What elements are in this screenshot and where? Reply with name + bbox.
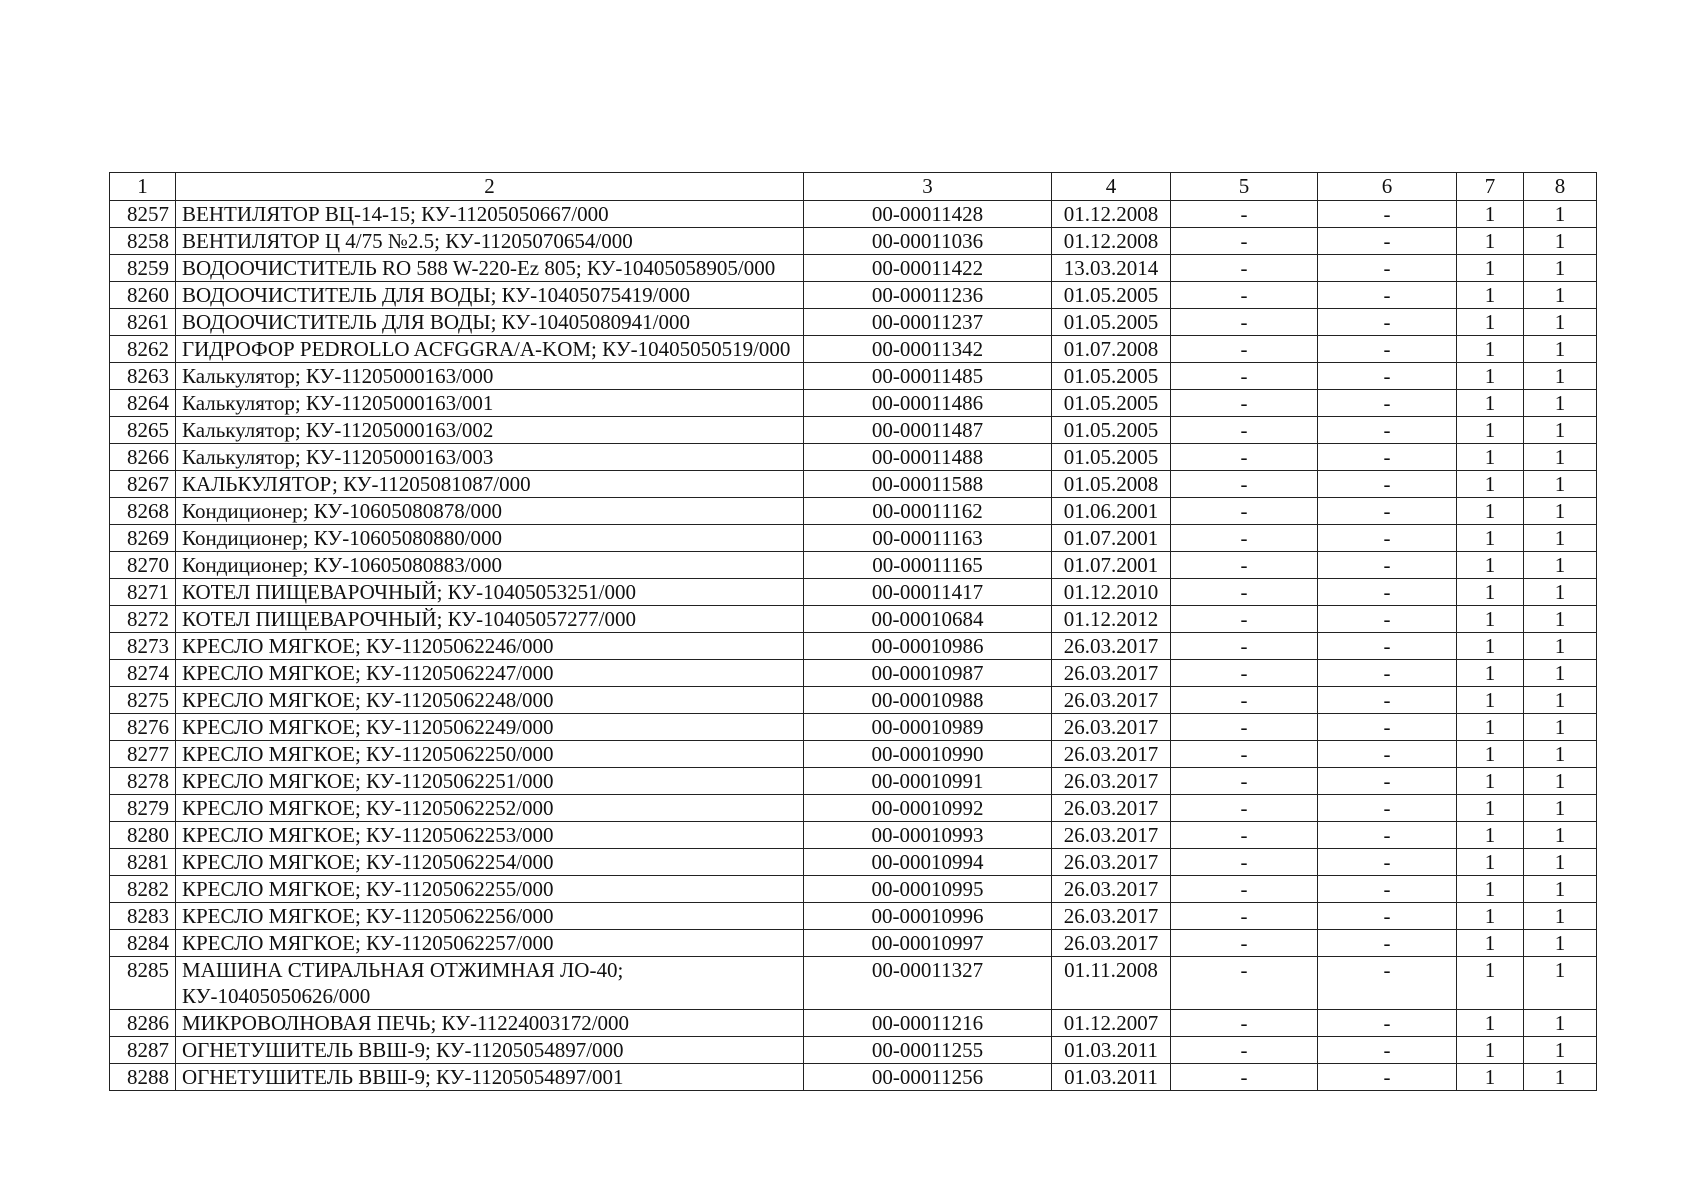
item-name: МАШИНА СТИРАЛЬНАЯ ОТЖИМНАЯ ЛО-40; КУ-10405050626/000 (176, 957, 804, 1010)
date-cell: 01.05.2005 (1052, 282, 1171, 309)
table-row (110, 498, 1597, 525)
item-name: КАЛЬКУЛЯТОР; КУ-11205081087/000 (176, 471, 804, 498)
table-row (110, 417, 1597, 444)
row-number: 8266 (110, 444, 176, 471)
row-number: 8270 (110, 552, 176, 579)
date-cell: 26.03.2017 (1052, 795, 1171, 822)
col5-cell: - (1171, 849, 1318, 876)
date-cell: 26.03.2017 (1052, 714, 1171, 741)
item-name: КРЕСЛО МЯГКОЕ; КУ-11205062246/000 (176, 633, 804, 660)
col6-cell: - (1318, 282, 1457, 309)
item-name: Калькулятор; КУ-11205000163/003 (176, 444, 804, 471)
col7-cell: 1 (1457, 876, 1524, 903)
row-number: 8263 (110, 363, 176, 390)
inventory-table (109, 172, 1597, 1091)
col5-cell: - (1171, 633, 1318, 660)
inventory-code: 00-00010995 (804, 876, 1052, 903)
row-number: 8277 (110, 741, 176, 768)
row-number: 8278 (110, 768, 176, 795)
inventory-code: 00-00011236 (804, 282, 1052, 309)
row-number: 8283 (110, 903, 176, 930)
date-cell: 01.07.2001 (1052, 525, 1171, 552)
item-name: КРЕСЛО МЯГКОЕ; КУ-11205062248/000 (176, 687, 804, 714)
inventory-code: 00-00010997 (804, 930, 1052, 957)
col5-cell: - (1171, 822, 1318, 849)
col7-cell: 1 (1457, 336, 1524, 363)
inventory-code: 00-00011422 (804, 255, 1052, 282)
col8-cell: 1 (1524, 795, 1597, 822)
header-cell: 5 (1171, 173, 1318, 201)
col8-cell: 1 (1524, 282, 1597, 309)
col6-cell: - (1318, 768, 1457, 795)
item-name: КРЕСЛО МЯГКОЕ; КУ-11205062249/000 (176, 714, 804, 741)
col6-cell: - (1318, 255, 1457, 282)
table-row (110, 336, 1597, 363)
date-cell: 01.12.2008 (1052, 201, 1171, 228)
row-number: 8261 (110, 309, 176, 336)
row-number: 8288 (110, 1064, 176, 1091)
col6-cell: - (1318, 552, 1457, 579)
col8-cell: 1 (1524, 498, 1597, 525)
col5-cell: - (1171, 876, 1318, 903)
item-name: Калькулятор; КУ-11205000163/002 (176, 417, 804, 444)
item-name: Кондиционер; КУ-10605080883/000 (176, 552, 804, 579)
header-cell: 4 (1052, 173, 1171, 201)
col6-cell: - (1318, 714, 1457, 741)
date-cell: 26.03.2017 (1052, 660, 1171, 687)
table-row (110, 1037, 1597, 1064)
date-cell: 26.03.2017 (1052, 876, 1171, 903)
col8-cell: 1 (1524, 336, 1597, 363)
row-number: 8285 (110, 957, 176, 1010)
row-number: 8268 (110, 498, 176, 525)
date-cell: 26.03.2017 (1052, 903, 1171, 930)
col8-cell: 1 (1524, 444, 1597, 471)
item-name: Кондиционер; КУ-10605080880/000 (176, 525, 804, 552)
col6-cell: - (1318, 957, 1457, 1010)
inventory-code: 00-00010684 (804, 606, 1052, 633)
col5-cell: - (1171, 255, 1318, 282)
col8-cell: 1 (1524, 417, 1597, 444)
col7-cell: 1 (1457, 714, 1524, 741)
table-row (110, 525, 1597, 552)
inventory-code: 00-00011488 (804, 444, 1052, 471)
col6-cell: - (1318, 1064, 1457, 1091)
date-cell: 01.12.2008 (1052, 228, 1171, 255)
header-cell: 8 (1524, 173, 1597, 201)
table-row (110, 201, 1597, 228)
col7-cell: 1 (1457, 579, 1524, 606)
col5-cell: - (1171, 525, 1318, 552)
col6-cell: - (1318, 687, 1457, 714)
col7-cell: 1 (1457, 903, 1524, 930)
inventory-code: 00-00011237 (804, 309, 1052, 336)
col7-cell: 1 (1457, 363, 1524, 390)
inventory-code: 00-00011165 (804, 552, 1052, 579)
col7-cell: 1 (1457, 228, 1524, 255)
table-row (110, 795, 1597, 822)
date-cell: 26.03.2017 (1052, 633, 1171, 660)
item-name: КРЕСЛО МЯГКОЕ; КУ-11205062255/000 (176, 876, 804, 903)
inventory-code: 00-00011216 (804, 1010, 1052, 1037)
col5-cell: - (1171, 498, 1318, 525)
col6-cell: - (1318, 417, 1457, 444)
item-name: КРЕСЛО МЯГКОЕ; КУ-11205062257/000 (176, 930, 804, 957)
col5-cell: - (1171, 201, 1318, 228)
col5-cell: - (1171, 1037, 1318, 1064)
table-row (110, 390, 1597, 417)
date-cell: 01.12.2010 (1052, 579, 1171, 606)
table-row (110, 471, 1597, 498)
col5-cell: - (1171, 471, 1318, 498)
row-number: 8257 (110, 201, 176, 228)
col5-cell: - (1171, 228, 1318, 255)
col8-cell: 1 (1524, 768, 1597, 795)
col7-cell: 1 (1457, 741, 1524, 768)
col6-cell: - (1318, 795, 1457, 822)
col7-cell: 1 (1457, 957, 1524, 1010)
col6-cell: - (1318, 228, 1457, 255)
table-row (110, 660, 1597, 687)
date-cell: 01.05.2005 (1052, 390, 1171, 417)
col6-cell: - (1318, 390, 1457, 417)
table-row (110, 1064, 1597, 1091)
row-number: 8282 (110, 876, 176, 903)
col7-cell: 1 (1457, 822, 1524, 849)
col5-cell: - (1171, 741, 1318, 768)
col5-cell: - (1171, 390, 1318, 417)
row-number: 8269 (110, 525, 176, 552)
table-row (110, 1010, 1597, 1037)
col7-cell: 1 (1457, 525, 1524, 552)
row-number: 8265 (110, 417, 176, 444)
col5-cell: - (1171, 444, 1318, 471)
inventory-code: 00-00011163 (804, 525, 1052, 552)
col8-cell: 1 (1524, 714, 1597, 741)
date-cell: 01.03.2011 (1052, 1037, 1171, 1064)
item-name: КРЕСЛО МЯГКОЕ; КУ-11205062247/000 (176, 660, 804, 687)
col6-cell: - (1318, 201, 1457, 228)
item-name: КОТЕЛ ПИЩЕВАРОЧНЫЙ; КУ-10405053251/000 (176, 579, 804, 606)
col8-cell: 1 (1524, 903, 1597, 930)
item-name: КРЕСЛО МЯГКОЕ; КУ-11205062251/000 (176, 768, 804, 795)
date-cell: 01.07.2008 (1052, 336, 1171, 363)
col6-cell: - (1318, 876, 1457, 903)
col5-cell: - (1171, 552, 1318, 579)
col8-cell: 1 (1524, 822, 1597, 849)
col8-cell: 1 (1524, 849, 1597, 876)
table-row (110, 930, 1597, 957)
item-name: КРЕСЛО МЯГКОЕ; КУ-11205062256/000 (176, 903, 804, 930)
col8-cell: 1 (1524, 930, 1597, 957)
table-row (110, 363, 1597, 390)
date-cell: 01.05.2005 (1052, 444, 1171, 471)
inventory-code: 00-00011417 (804, 579, 1052, 606)
col8-cell: 1 (1524, 606, 1597, 633)
col8-cell: 1 (1524, 255, 1597, 282)
date-cell: 26.03.2017 (1052, 930, 1171, 957)
col5-cell: - (1171, 660, 1318, 687)
table-row (110, 255, 1597, 282)
inventory-code: 00-00010989 (804, 714, 1052, 741)
col5-cell: - (1171, 903, 1318, 930)
inventory-code: 00-00010990 (804, 741, 1052, 768)
col8-cell: 1 (1524, 1064, 1597, 1091)
col6-cell: - (1318, 525, 1457, 552)
row-number: 8279 (110, 795, 176, 822)
col5-cell: - (1171, 795, 1318, 822)
header-cell: 7 (1457, 173, 1524, 201)
col7-cell: 1 (1457, 282, 1524, 309)
item-name: ВОДООЧИСТИТЕЛЬ RO 588 W-220-Ez 805; КУ-10405058905/000 (176, 255, 804, 282)
col7-cell: 1 (1457, 633, 1524, 660)
col7-cell: 1 (1457, 255, 1524, 282)
date-cell: 01.05.2005 (1052, 363, 1171, 390)
row-number: 8264 (110, 390, 176, 417)
row-number: 8260 (110, 282, 176, 309)
table-row (110, 687, 1597, 714)
col6-cell: - (1318, 363, 1457, 390)
col7-cell: 1 (1457, 201, 1524, 228)
inventory-code: 00-00011327 (804, 957, 1052, 1010)
col5-cell: - (1171, 363, 1318, 390)
col5-cell: - (1171, 606, 1318, 633)
col6-cell: - (1318, 444, 1457, 471)
col7-cell: 1 (1457, 930, 1524, 957)
row-number: 8281 (110, 849, 176, 876)
col6-cell: - (1318, 660, 1457, 687)
table-row (110, 714, 1597, 741)
col8-cell: 1 (1524, 1010, 1597, 1037)
inventory-code: 00-00010992 (804, 795, 1052, 822)
col6-cell: - (1318, 498, 1457, 525)
col6-cell: - (1318, 822, 1457, 849)
table-row (110, 768, 1597, 795)
inventory-code: 00-00011486 (804, 390, 1052, 417)
item-name: КРЕСЛО МЯГКОЕ; КУ-11205062250/000 (176, 741, 804, 768)
col5-cell: - (1171, 1064, 1318, 1091)
col8-cell: 1 (1524, 228, 1597, 255)
col7-cell: 1 (1457, 498, 1524, 525)
col8-cell: 1 (1524, 579, 1597, 606)
inventory-code: 00-00011162 (804, 498, 1052, 525)
date-cell: 26.03.2017 (1052, 849, 1171, 876)
col8-cell: 1 (1524, 552, 1597, 579)
col7-cell: 1 (1457, 471, 1524, 498)
col6-cell: - (1318, 903, 1457, 930)
col8-cell: 1 (1524, 876, 1597, 903)
col7-cell: 1 (1457, 390, 1524, 417)
inventory-code: 00-00011036 (804, 228, 1052, 255)
col5-cell: - (1171, 417, 1318, 444)
col5-cell: - (1171, 336, 1318, 363)
row-number: 8258 (110, 228, 176, 255)
item-name: Кондиционер; КУ-10605080878/000 (176, 498, 804, 525)
col8-cell: 1 (1524, 957, 1597, 1010)
date-cell: 01.05.2005 (1052, 309, 1171, 336)
table-row (110, 876, 1597, 903)
col7-cell: 1 (1457, 1037, 1524, 1064)
col5-cell: - (1171, 714, 1318, 741)
header-cell: 3 (804, 173, 1052, 201)
date-cell: 13.03.2014 (1052, 255, 1171, 282)
table-row (110, 849, 1597, 876)
row-number: 8273 (110, 633, 176, 660)
table-row (110, 957, 1597, 1010)
table-row (110, 741, 1597, 768)
row-number: 8259 (110, 255, 176, 282)
col7-cell: 1 (1457, 1010, 1524, 1037)
col7-cell: 1 (1457, 660, 1524, 687)
table-body (110, 201, 1597, 1091)
date-cell: 26.03.2017 (1052, 687, 1171, 714)
col7-cell: 1 (1457, 606, 1524, 633)
inventory-code: 00-00011255 (804, 1037, 1052, 1064)
col8-cell: 1 (1524, 741, 1597, 768)
col6-cell: - (1318, 309, 1457, 336)
row-number: 8271 (110, 579, 176, 606)
col8-cell: 1 (1524, 660, 1597, 687)
header-cell: 1 (110, 173, 176, 201)
date-cell: 01.06.2001 (1052, 498, 1171, 525)
item-name: ВОДООЧИСТИТЕЛЬ ДЛЯ ВОДЫ; КУ-10405075419/000 (176, 282, 804, 309)
table-row (110, 228, 1597, 255)
table-row (110, 444, 1597, 471)
row-number: 8262 (110, 336, 176, 363)
col7-cell: 1 (1457, 1064, 1524, 1091)
row-number: 8275 (110, 687, 176, 714)
table-row (110, 633, 1597, 660)
table-row (110, 309, 1597, 336)
item-name: ВОДООЧИСТИТЕЛЬ ДЛЯ ВОДЫ; КУ-10405080941/000 (176, 309, 804, 336)
col6-cell: - (1318, 741, 1457, 768)
col8-cell: 1 (1524, 309, 1597, 336)
date-cell: 01.11.2008 (1052, 957, 1171, 1010)
inventory-code: 00-00010987 (804, 660, 1052, 687)
col5-cell: - (1171, 768, 1318, 795)
col5-cell: - (1171, 957, 1318, 1010)
col8-cell: 1 (1524, 471, 1597, 498)
col6-cell: - (1318, 336, 1457, 363)
row-number: 8287 (110, 1037, 176, 1064)
item-name: Калькулятор; КУ-11205000163/001 (176, 390, 804, 417)
inventory-code: 00-00010991 (804, 768, 1052, 795)
col5-cell: - (1171, 1010, 1318, 1037)
row-number: 8286 (110, 1010, 176, 1037)
col8-cell: 1 (1524, 633, 1597, 660)
item-name: Калькулятор; КУ-11205000163/000 (176, 363, 804, 390)
row-number: 8276 (110, 714, 176, 741)
col6-cell: - (1318, 606, 1457, 633)
inventory-code: 00-00010996 (804, 903, 1052, 930)
col7-cell: 1 (1457, 795, 1524, 822)
header-cell: 2 (176, 173, 804, 201)
table-row (110, 282, 1597, 309)
row-number: 8267 (110, 471, 176, 498)
col6-cell: - (1318, 930, 1457, 957)
item-name: МИКРОВОЛНОВАЯ ПЕЧЬ; КУ-11224003172/000 (176, 1010, 804, 1037)
col7-cell: 1 (1457, 444, 1524, 471)
col7-cell: 1 (1457, 687, 1524, 714)
date-cell: 26.03.2017 (1052, 768, 1171, 795)
col8-cell: 1 (1524, 201, 1597, 228)
table-row (110, 579, 1597, 606)
col8-cell: 1 (1524, 390, 1597, 417)
col7-cell: 1 (1457, 309, 1524, 336)
date-cell: 01.05.2005 (1052, 417, 1171, 444)
inventory-code: 00-00010994 (804, 849, 1052, 876)
col5-cell: - (1171, 579, 1318, 606)
header-row (110, 173, 1597, 201)
row-number: 8274 (110, 660, 176, 687)
inventory-code: 00-00010986 (804, 633, 1052, 660)
inventory-code: 00-00011485 (804, 363, 1052, 390)
date-cell: 01.12.2007 (1052, 1010, 1171, 1037)
table-row (110, 552, 1597, 579)
inventory-code: 00-00010993 (804, 822, 1052, 849)
item-name: КРЕСЛО МЯГКОЕ; КУ-11205062253/000 (176, 822, 804, 849)
date-cell: 01.12.2012 (1052, 606, 1171, 633)
date-cell: 01.05.2008 (1052, 471, 1171, 498)
inventory-code: 00-00011487 (804, 417, 1052, 444)
date-cell: 01.07.2001 (1052, 552, 1171, 579)
col6-cell: - (1318, 1010, 1457, 1037)
inventory-code: 00-00010988 (804, 687, 1052, 714)
inventory-code: 00-00011428 (804, 201, 1052, 228)
item-name: ОГНЕТУШИТЕЛЬ ВВШ-9; КУ-11205054897/001 (176, 1064, 804, 1091)
col6-cell: - (1318, 471, 1457, 498)
col5-cell: - (1171, 687, 1318, 714)
row-number: 8280 (110, 822, 176, 849)
inventory-code: 00-00011588 (804, 471, 1052, 498)
col8-cell: 1 (1524, 363, 1597, 390)
date-cell: 01.03.2011 (1052, 1064, 1171, 1091)
date-cell: 26.03.2017 (1052, 822, 1171, 849)
col6-cell: - (1318, 1037, 1457, 1064)
col7-cell: 1 (1457, 552, 1524, 579)
col5-cell: - (1171, 309, 1318, 336)
item-name: КРЕСЛО МЯГКОЕ; КУ-11205062254/000 (176, 849, 804, 876)
col6-cell: - (1318, 633, 1457, 660)
col7-cell: 1 (1457, 417, 1524, 444)
table-row (110, 606, 1597, 633)
col5-cell: - (1171, 930, 1318, 957)
table-row (110, 903, 1597, 930)
col7-cell: 1 (1457, 849, 1524, 876)
row-number: 8272 (110, 606, 176, 633)
item-name: ВЕНТИЛЯТОР Ц 4/75 №2.5; КУ-11205070654/000 (176, 228, 804, 255)
item-name: КРЕСЛО МЯГКОЕ; КУ-11205062252/000 (176, 795, 804, 822)
header-cell: 6 (1318, 173, 1457, 201)
col8-cell: 1 (1524, 1037, 1597, 1064)
col6-cell: - (1318, 579, 1457, 606)
inventory-code: 00-00011256 (804, 1064, 1052, 1091)
col7-cell: 1 (1457, 768, 1524, 795)
item-name: ВЕНТИЛЯТОР ВЦ-14-15; КУ-11205050667/000 (176, 201, 804, 228)
item-name: КОТЕЛ ПИЩЕВАРОЧНЫЙ; КУ-10405057277/000 (176, 606, 804, 633)
col8-cell: 1 (1524, 525, 1597, 552)
col6-cell: - (1318, 849, 1457, 876)
item-name: ГИДРОФОР PEDROLLO ACFGGRA/A-KOM; КУ-10405050519/000 (176, 336, 804, 363)
col5-cell: - (1171, 282, 1318, 309)
col8-cell: 1 (1524, 687, 1597, 714)
row-number: 8284 (110, 930, 176, 957)
inventory-code: 00-00011342 (804, 336, 1052, 363)
date-cell: 26.03.2017 (1052, 741, 1171, 768)
table-row (110, 822, 1597, 849)
item-name: ОГНЕТУШИТЕЛЬ ВВШ-9; КУ-11205054897/000 (176, 1037, 804, 1064)
